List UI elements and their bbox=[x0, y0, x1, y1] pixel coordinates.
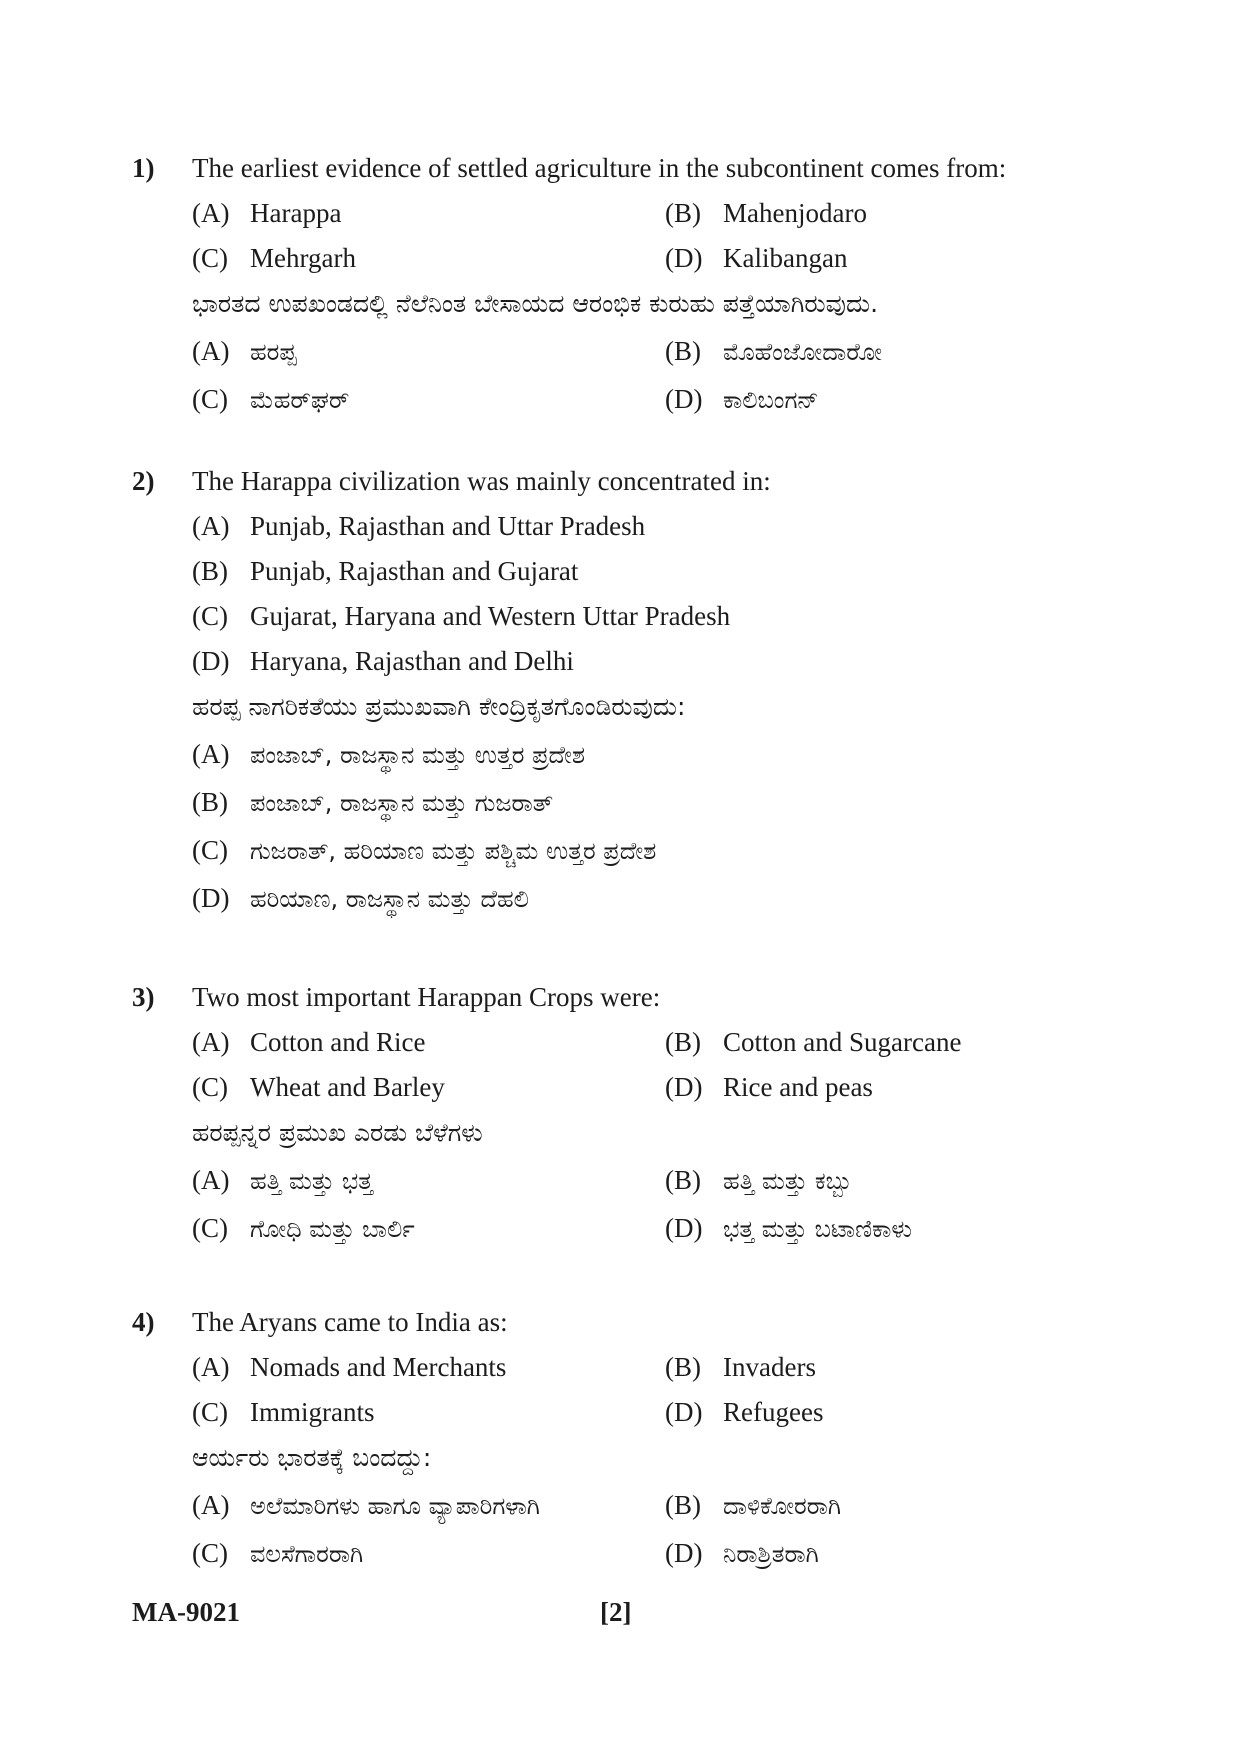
question-3 bbox=[132, 975, 1132, 1252]
question-number: 1) bbox=[132, 153, 155, 183]
option-c: (C) Immigrants bbox=[192, 1397, 375, 1427]
question-number: 4) bbox=[132, 1307, 155, 1337]
option-b: (B) Cotton and Sugarcane bbox=[665, 1027, 962, 1057]
option-d-kannada: (D) ಹರಿಯಾಣ, ರಾಜಸ್ಥಾನ ಮತ್ತು ದೆಹಲಿ bbox=[192, 883, 529, 913]
option-d-kannada: (D) ಕಾಲಿಬಂಗನ್ bbox=[665, 384, 819, 414]
option-a: (A) Cotton and Rice bbox=[192, 1027, 426, 1057]
question-1 bbox=[132, 146, 1132, 423]
option-b-kannada: (B) ದಾಳಿಕೋರರಾಗಿ bbox=[665, 1490, 842, 1520]
option-a: (A) Nomads and Merchants bbox=[192, 1352, 507, 1382]
option-b-kannada: (B) ಹತ್ತಿ ಮತ್ತು ಕಬ್ಬು bbox=[665, 1165, 853, 1195]
question-text-kannada: ಭಾರತದ ಉಪಖಂಡದಲ್ಲಿ ನೆಲೆನಿಂತ ಬೇಸಾಯದ ಆರಂಭಿಕ ಕುರುಹು ಪತ್ತೆಯಾಗಿರುವುದು. bbox=[192, 289, 879, 318]
question-text-kannada: ಆರ್ಯರು ಭಾರತಕ್ಕೆ ಬಂದದ್ದು: bbox=[192, 1443, 432, 1472]
question-4 bbox=[132, 1300, 1132, 1577]
option-c: (C) Mehrgarh bbox=[192, 243, 356, 273]
option-c: (C) Wheat and Barley bbox=[192, 1072, 445, 1102]
option-b-kannada: (B) ಮೊಹೆಂಜೋದಾರೋ bbox=[665, 336, 883, 366]
option-c-kannada: (C) ಗೋಧಿ ಮತ್ತು ಬಾರ್ಲಿ bbox=[192, 1213, 415, 1243]
option-a: (A) Punjab, Rajasthan and Uttar Pradesh bbox=[192, 511, 646, 541]
page-number: [2] bbox=[600, 1597, 632, 1627]
option-a-kannada: (A) ಅಲೆಮಾರಿಗಳು ಹಾಗೂ ವ್ಯಾಪಾರಿಗಳಾಗಿ bbox=[192, 1490, 540, 1520]
option-c-kannada: (C) ಮೆಹರ್‌ಘರ್ bbox=[192, 384, 350, 414]
question-text: The earliest evidence of settled agriculture in the subcontinent comes from: bbox=[192, 153, 1007, 183]
option-d: (D) Refugees bbox=[665, 1397, 824, 1427]
paper-code: MA-9021 bbox=[132, 1597, 240, 1627]
option-a-kannada: (A) ಹತ್ತಿ ಮತ್ತು ಭತ್ತ bbox=[192, 1165, 374, 1195]
question-number: 2) bbox=[132, 466, 155, 496]
option-b: (B) Invaders bbox=[665, 1352, 816, 1382]
question-number: 3) bbox=[132, 982, 155, 1012]
option-d: (D) Rice and peas bbox=[665, 1072, 873, 1102]
option-b: (B) Mahenjodaro bbox=[665, 198, 867, 228]
question-2 bbox=[132, 459, 1132, 922]
option-a-kannada: (A) ಹರಪ್ಪ bbox=[192, 336, 297, 366]
question-text: The Harappa civilization was mainly concentrated in: bbox=[192, 466, 771, 496]
option-b-kannada: (B) ಪಂಜಾಬ್, ರಾಜಸ್ಥಾನ ಮತ್ತು ಗುಜರಾತ್ bbox=[192, 787, 554, 817]
option-d: (D) Kalibangan bbox=[665, 243, 848, 273]
option-d-kannada: (D) ನಿರಾಶ್ರಿತರಾಗಿ bbox=[665, 1538, 819, 1568]
option-c: (C) Gujarat, Haryana and Western Uttar Pradesh bbox=[192, 601, 731, 631]
option-d: (D) Haryana, Rajasthan and Delhi bbox=[192, 646, 574, 676]
option-c-kannada: (C) ಗುಜರಾತ್, ಹರಿಯಾಣ ಮತ್ತು ಪಶ್ಚಿಮ ಉತ್ತರ ಪ್ರದೇಶ bbox=[192, 835, 657, 865]
option-b: (B) Punjab, Rajasthan and Gujarat bbox=[192, 556, 579, 586]
option-d-kannada: (D) ಭತ್ತ ಮತ್ತು ಬಟಾಣಿಕಾಳು bbox=[665, 1213, 912, 1243]
question-text: The Aryans came to India as: bbox=[192, 1307, 508, 1337]
question-text: Two most important Harappan Crops were: bbox=[192, 982, 661, 1012]
question-text-kannada: ಹರಪ್ಪನ್ನರ ಪ್ರಮುಖ ಎರಡು ಬೆಳೆಗಳು bbox=[192, 1118, 483, 1147]
option-a: (A) Harappa bbox=[192, 198, 342, 228]
option-a-kannada: (A) ಪಂಜಾಬ್, ರಾಜಸ್ಥಾನ ಮತ್ತು ಉತ್ತರ ಪ್ರದೇಶ bbox=[192, 739, 586, 769]
option-c-kannada: (C) ವಲಸೆಗಾರರಾಗಿ bbox=[192, 1538, 364, 1568]
question-text-kannada: ಹರಪ್ಪ ನಾಗರಿಕತೆಯು ಪ್ರಮುಖವಾಗಿ ಕೇಂದ್ರಿಕೃತಗೊಂಡಿರುವುದು: bbox=[192, 692, 686, 721]
